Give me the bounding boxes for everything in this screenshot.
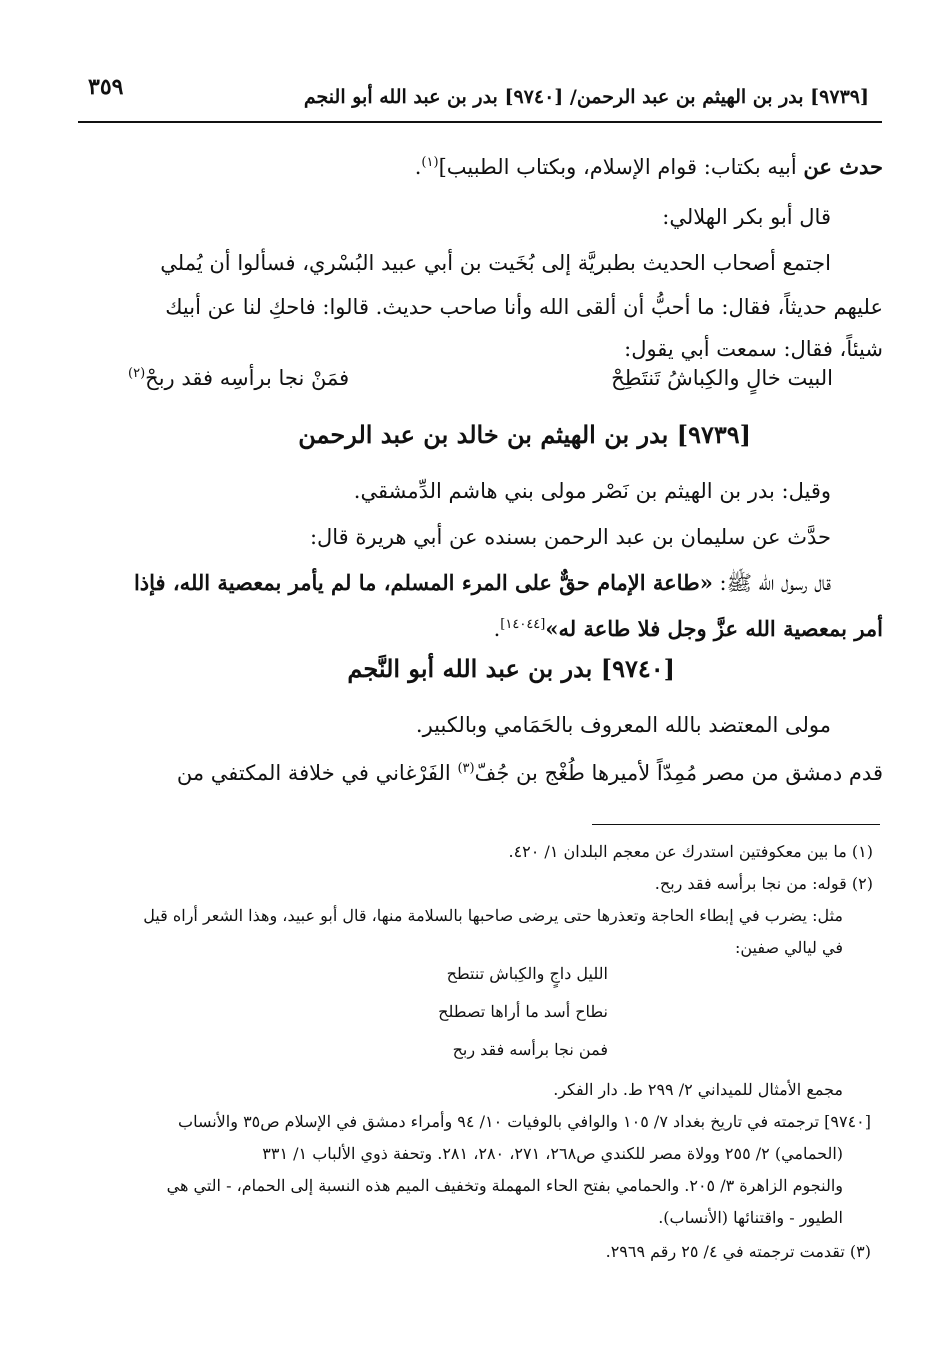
footnote-verse-2: نطاح أسد ما أراها تصطلح (438, 1002, 608, 1021)
narration-line-1: اجتمع أصحاب الحديث بطبريَّة إلى بُخَيت بن أبي عبيد البُسْري، فسألوا أن يُملي (160, 251, 831, 275)
entry-9739-line-4 (494, 604, 883, 650)
entry-9740-text-a: قدم دمشق من مصر مُمِدّاً لأميرها طُغْج بن جُفّ (474, 761, 883, 785)
footnote-9740-line-3: والنجوم الزاهرة ٣/ ٢٠٥. والحمامي بفتح الحاء المهملة وتخفيف الميم هذه النسبة إلى الحمام، - التي هي (166, 1176, 843, 1195)
opening-end: . (414, 155, 422, 179)
narrator-line: قال أبو بكر الهلالي: (662, 205, 831, 229)
entry-9740-title: [٩٧٤٠] بدر بن عبد الله أبو النَّجم (347, 654, 675, 683)
opening-text: أبيه بكتاب: قوام الإسلام، وبكتاب الطبيب] (438, 155, 804, 179)
hadith-text-1: «طاعة الإمام حقٌّ على المرء المسلم، ما لم يأمر بمعصية الله، فإذا (133, 570, 713, 595)
entry-9740-line-1: مولى المعتضد بالله المعروف بالحَمَامي وبالكبير. (415, 713, 831, 737)
footnote-9740-line-4: الطيور - واقتنائها (الأنساب). (658, 1208, 843, 1227)
hadith-text-2: أمر بمعصية الله عزَّ وجل فلا طاعة له» (545, 616, 883, 641)
footnote-2-context: في ليالي صفين: (734, 938, 843, 957)
header-rule (78, 121, 882, 123)
footnote-1: (١) ما بين معكوفتين استدرك عن معجم البلدان ١/ ٤٢٠. (508, 842, 873, 861)
entry-9739-line-2: حدَّث عن سليمان بن عبد الرحمن بسنده عن أبي هريرة قال: (309, 525, 831, 549)
running-head: [٩٧٣٩] بدر بن الهيثم بن عبد الرحمن/ [٩٧٤٠] بدر بن عبد الله أبو النجم (303, 86, 869, 108)
verse-hemistich-right: البيت خالٍ والكِباشُ تَنتَطِحْ (611, 366, 833, 390)
hadith-ref-number: [١٤٠٤٤] (500, 617, 546, 632)
opening-line-1 (415, 142, 883, 188)
hadith-end: . (493, 617, 501, 641)
verse-hemistich-left (128, 366, 349, 390)
footnote-2-source: مجمع الأمثال للميداني ٢/ ٢٩٩ ط. دار الفكر. (553, 1080, 843, 1099)
footnote-rule (592, 824, 880, 825)
footnote-ref-1[interactable]: (١) (421, 155, 439, 170)
verse-left-text: فمَنْ نجا برأسِه فقد ربحْ (145, 366, 350, 390)
footnote-3: (٣) تقدمت ترجمته في ٤/ ٢٥ رقم ٢٩٦٩. (605, 1242, 871, 1261)
footnote-9740-line-1: [٩٧٤٠] ترجمته في تاريخ بغداد ٧/ ١٠٥ والوافي بالوفيات ١٠/ ٩٤ وأمراء دمشق في الإسلام ص٣٥ والأنساب (178, 1112, 871, 1131)
narration-line-3: شيئاً، فقال: سمعت أبي يقول: (624, 337, 883, 361)
footnote-verse-1: الليل داجٍ والكِباش تنتطح (446, 964, 608, 983)
footnote-2-heading: (٢) قوله: من نجا برأسه فقد ربح. (654, 874, 873, 893)
entry-9740-line-2 (177, 748, 883, 794)
footnote-ref-3[interactable]: (٣) (457, 761, 475, 776)
entry-9739-line-3 (134, 562, 831, 604)
opening-bold-lead: حدث عن (803, 154, 883, 179)
footnote-9740-line-2: (الحمامي) ٢/ ٢٥٥ وولاة مصر للكندي ص٢٦٨، ٢٧١، ٢٨٠، ٢٨١. وتحفة ذوي الألباب ١/ ٣٣١ (262, 1144, 843, 1163)
footnote-2-explanation: مثل: يضرب في إبطاء الحاجة وتعذرها حتى يرضى صاحبها بالسلامة منها، قال أبو عبيد، وهذا الشعر أراه قيل (143, 906, 843, 925)
narration-line-2: عليهم حديثاً، فقال: ما أحبُّ أن ألقى الله وأنا صاحب حديث. قالوا: فاحكِ لنا عن أبيك (165, 295, 883, 319)
hadith-intro: قال رسول الله ﷺ: (712, 571, 831, 595)
entry-9739-title: [٩٧٣٩] بدر بن الهيثم بن خالد بن عبد الرحمن (298, 420, 751, 449)
footnote-ref-2[interactable]: (٢) (128, 366, 146, 381)
entry-9739-line-1: وقيل: بدر بن الهيثم بن نَصْر مولى بني هاشم الدِّمشقي. (353, 479, 831, 503)
page-number: ٣٥٩ (88, 74, 124, 100)
entry-9740-text-b: الفَرْغاني في خلافة المكتفي من (176, 761, 458, 785)
footnote-verse-3: فمن نجا برأسه فقد ربح (452, 1040, 608, 1059)
